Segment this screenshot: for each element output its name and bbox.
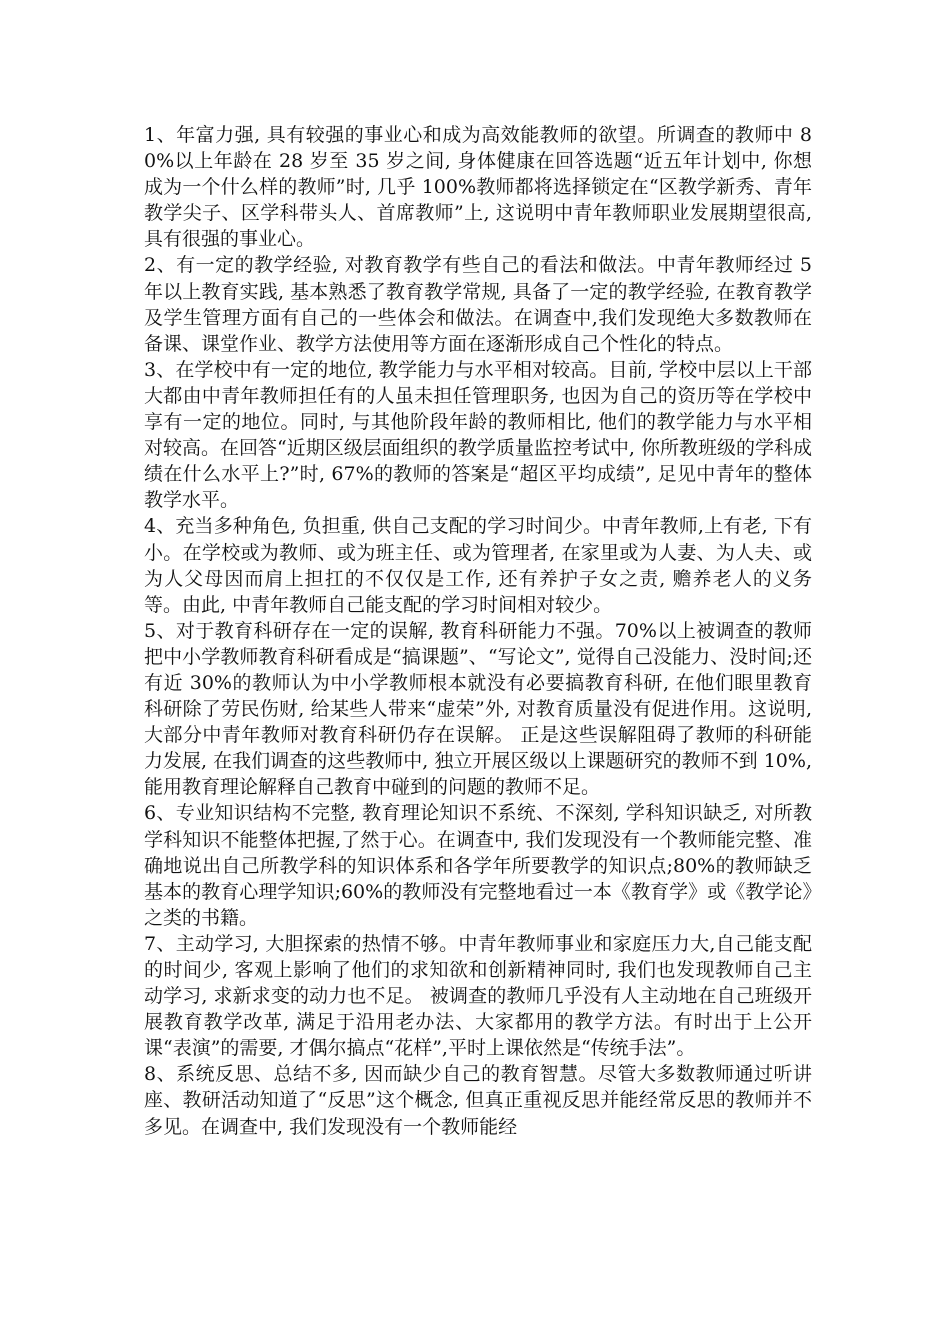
paragraph-4: 4、充当多种角色, 负担重, 供自己支配的学习时间少。中青年教师,上有老, 下有小。在学校或为教师、或为班主任、或为管理者, 在家里或为人妻、为人夫、或为人父母因而肩上担扛的不仅仅是工作, 还有养护子女之责, 赡养老人的义务等。由此, 中青年教师自己能支配的学习时间相对较少。 xyxy=(144,515,812,616)
paragraph-8: 8、系统反思、总结不多, 因而缺少自己的教育智慧。尽管大多数教师通过听讲座、教研活动知道了“反思”这个概念, 但真正重视反思并能经常反思的教师并不多见。在调查中, 我们发现没有一个教师能经 xyxy=(144,1063,812,1138)
paragraph-7: 7、主动学习, 大胆探索的热情不够。中青年教师事业和家庭压力大,自己能支配的时间少, 客观上影响了他们的求知欲和创新精神同时, 我们也发现教师自己主动学习, 求新求变的动力也不足。 被调查的教师几乎没有人主动地在自己班级开展教育教学改革, 满足于沿用老办法、大家都用的教学方法。有时出于上公开课“表演”的需要, 才偶尔搞点“花样”,平时上课依然是“传统手法”。 xyxy=(144,932,812,1060)
paragraph-6: 6、专业知识结构不完整, 教育理论知识不系统、不深刻, 学科知识缺乏, 对所教学科知识不能整体把握,了然于心。在调查中, 我们发现没有一个教师能完整、准确地说出自己所教学科的知识体系和各学年所要教学的知识点;80%的教师缺乏基本的教育心理学知识;60%的教师没有完整地看过一本《教育学》或《教学论》之类的书籍。 xyxy=(144,802,812,929)
paragraph-2: 2、有一定的教学经验, 对教育教学有些自己的看法和做法。中青年教师经过 5 年以上教育实践, 基本熟悉了教育教学常规, 具备了一定的教学经验, 在教育教学及学生管理方面有自己的一些体会和做法。在调查中,我们发现绝大多数教师在备课、课堂作业、教学方法使用等方面在逐渐形成自己个性化的特点。 xyxy=(144,254,812,355)
paragraph-3: 3、在学校中有一定的地位, 教学能力与水平相对较高。目前, 学校中层以上干部大都由中青年教师担任有的人虽未担任管理职务, 也因为自己的资历等在学校中享有一定的地位。同时, 与其他阶段年龄的教师相比, 他们的教学能力与水平相对较高。在回答“近期区级层面组织的教学质量监控考试中, 你所教班级的学科成绩在什么水平上?”时, 67%的教师的答案是“超区平均成绩”, 足见中青年的整体教学水平。 xyxy=(144,358,812,512)
paragraph-1: 1、年富力强, 具有较强的事业心和成为高效能教师的欲望。所调查的教师中 80%以上年龄在 28 岁至 35 岁之间, 身体健康在回答选题“近五年计划中, 你想成为一个什么样的教师”时, 几乎 100%教师都将选择锁定在“区教学新秀、青年教学尖子、区学科带头人、首席教师”上, 这说明中青年教师职业发展期望很高, 具有很强的事业心。 xyxy=(144,124,812,251)
paragraph-5: 5、对于教育科研存在一定的误解, 教育科研能力不强。70%以上被调查的教师把中小学教师教育科研看成是“搞课题”、“写论文”, 觉得自己没能力、没时间;还有近 30%的教师认为中小学教师根本就没有必要搞教育科研, 在他们眼里教育科研除了劳民伤财, 给某些人带来“虚荣”外, 对教育质量没有促进作用。这说明, 大部分中青年教师对教育科研仍存在误解。 正是这些误解阻碍了教师的科研能力发展, 在我们调查的这些教师中, 独立开展区级以上课题研究的教师不到 10%, 能用教育理论解释自己教育中碰到的问题的教师不足。 xyxy=(144,619,812,799)
document-body xyxy=(144,122,812,1140)
